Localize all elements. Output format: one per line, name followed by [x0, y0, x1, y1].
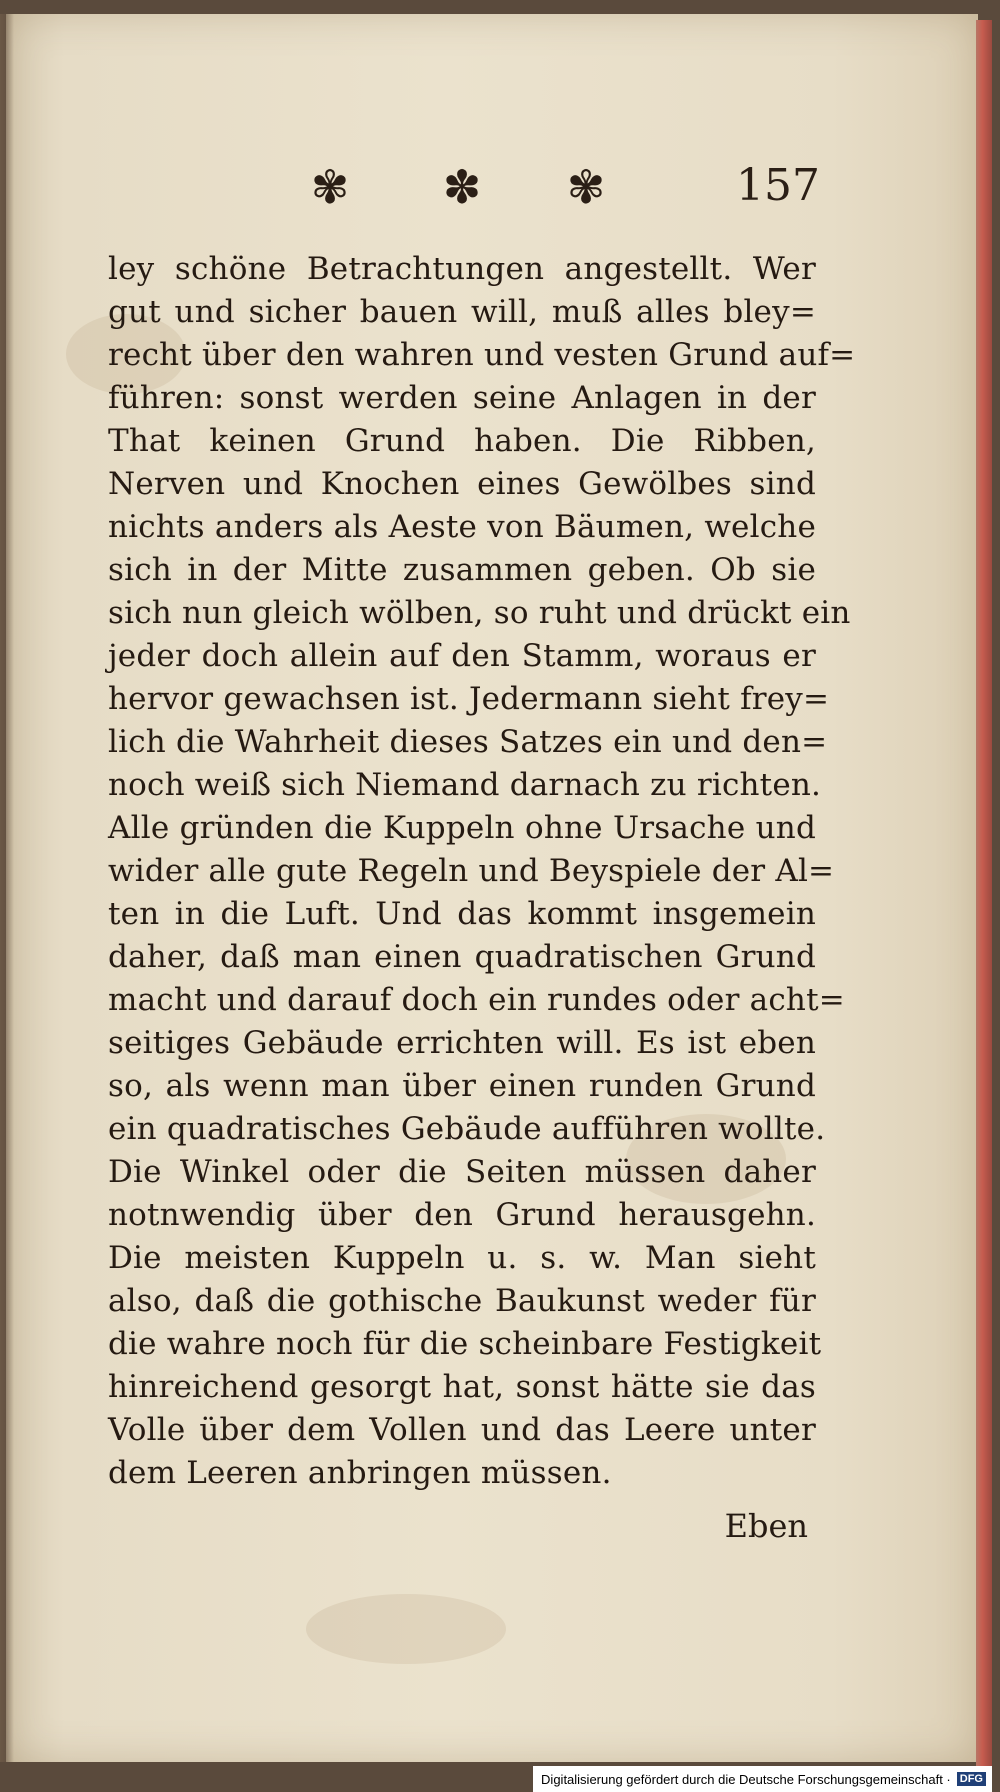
text-line: nichts anders als Aeste von Bäumen, welche — [108, 509, 816, 545]
text-line: Die Winkel oder die Seiten müssen daher — [108, 1154, 816, 1190]
footer-text: Digitalisierung gefördert durch die Deutsche Forschungsgemeinschaft · — [541, 1771, 951, 1787]
digitization-footer — [533, 1766, 992, 1792]
page-header — [300, 158, 820, 218]
text-line: gut und sicher bauen will, muß alles bley= — [108, 294, 816, 330]
text-line: Die meisten Kuppeln u. s. w. Man sieht — [108, 1240, 816, 1276]
paper-stain — [306, 1594, 506, 1664]
text-line: macht und darauf doch ein rundes oder acht= — [108, 982, 845, 1018]
text-line: ten in die Luft. Und das kommt insgemein — [108, 896, 816, 932]
text-line: hinreichend gesorgt hat, sonst hätte sie das — [108, 1369, 816, 1405]
page-edge — [976, 20, 992, 1770]
text-line: die wahre noch für die scheinbare Festigkeit — [108, 1326, 822, 1362]
text-line: daher, daß man einen quadratischen Grund — [108, 939, 816, 975]
text-line: hervor gewachsen ist. Jedermann sieht frey= — [108, 681, 830, 717]
body-text — [108, 248, 856, 1495]
text-line: Alle gründen die Kuppeln ohne Ursache und — [108, 810, 816, 846]
text-line: ein quadratisches Gebäude aufführen wollte. — [108, 1111, 826, 1147]
catchword: Eben — [724, 1507, 808, 1545]
text-line: dem Leeren anbringen müssen. — [108, 1455, 612, 1491]
text-line: sich in der Mitte zusammen geben. Ob sie — [108, 552, 816, 588]
page-number: 157 — [736, 160, 820, 211]
text-line: also, daß die gothische Baukunst weder für — [108, 1283, 816, 1319]
text-line: notnwendig über den Grund herausgehn. — [108, 1197, 816, 1233]
text-line: That keinen Grund haben. Die Ribben, — [108, 423, 816, 459]
text-line: so, als wenn man über einen runden Grund — [108, 1068, 816, 1104]
ornament-icon: ✾ — [566, 160, 606, 214]
text-line: lich die Wahrheit dieses Satzes ein und den= — [108, 724, 828, 760]
text-line: führen: sonst werden seine Anlagen in der — [108, 380, 816, 416]
text-line: recht über den wahren und vesten Grund auf= — [108, 337, 856, 373]
text-line: noch weiß sich Niemand darnach zu richten. — [108, 767, 822, 803]
ornament-icon: ✾ — [310, 160, 350, 214]
text-line: wider alle gute Regeln und Beyspiele der Al= — [108, 853, 835, 889]
text-line: sich nun gleich wölben, so ruht und drückt ein — [108, 595, 851, 631]
dfg-logo: DFG — [957, 1772, 986, 1786]
text-line: ley schöne Betrachtungen angestellt. Wer — [108, 251, 816, 287]
spine-shadow — [0, 14, 14, 1762]
text-line: jeder doch allein auf den Stamm, woraus er — [108, 638, 816, 674]
text-line: seitiges Gebäude errichten will. Es ist eben — [108, 1025, 816, 1061]
text-line: Volle über dem Vollen und das Leere unter — [108, 1412, 816, 1448]
text-line: Nerven und Knochen eines Gewölbes sind — [108, 466, 816, 502]
ornament-icon: ✽ — [442, 160, 482, 214]
